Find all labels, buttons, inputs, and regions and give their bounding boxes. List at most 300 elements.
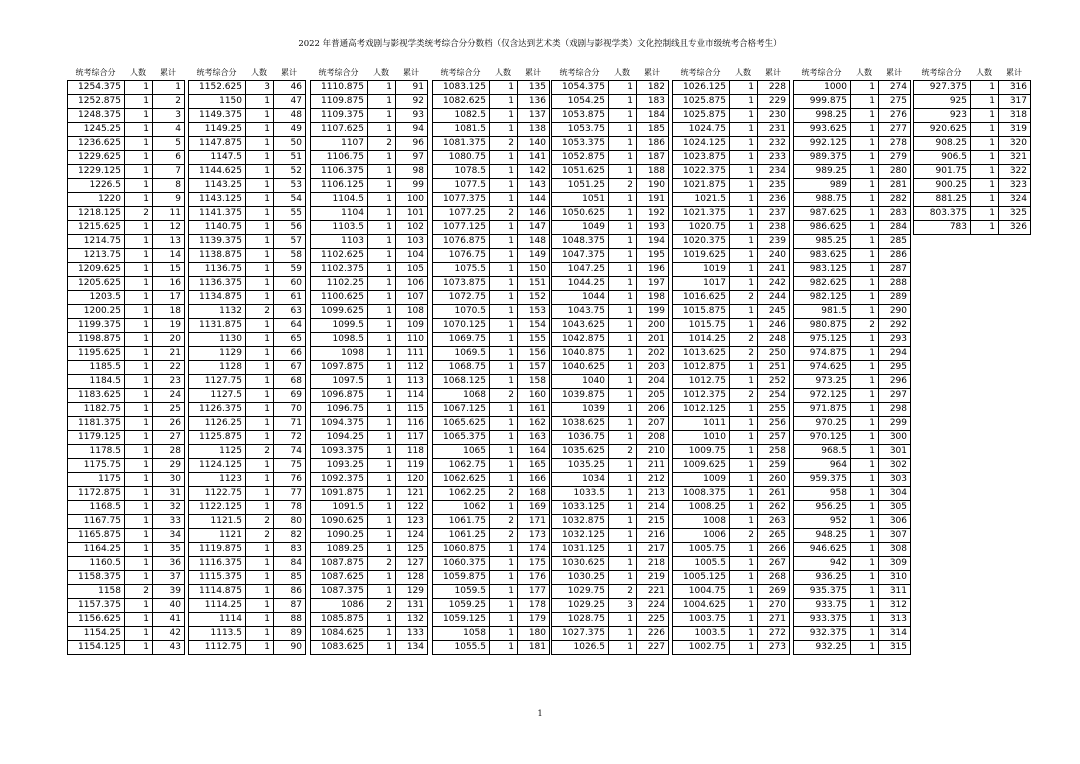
cumulative-cell: 127 <box>396 557 428 571</box>
count-cell: 1 <box>368 109 396 123</box>
cumulative-cell: 6 <box>153 151 185 165</box>
cumulative-cell: 232 <box>758 137 790 151</box>
score-cell: 901.75 <box>914 165 971 179</box>
cumulative-cell: 53 <box>274 179 306 193</box>
score-cell: 1086 <box>311 599 368 613</box>
table-row <box>673 95 790 109</box>
count-cell: 1 <box>730 431 758 445</box>
count-cell: 1 <box>125 375 153 389</box>
table-row <box>794 515 911 529</box>
cumulative-cell: 254 <box>758 389 790 403</box>
score-cell: 1040 <box>552 375 609 389</box>
cumulative-cell: 195 <box>637 249 669 263</box>
cumulative-cell: 15 <box>153 263 185 277</box>
score-cell: 1097.5 <box>311 375 368 389</box>
table-row <box>673 487 790 501</box>
table-row <box>552 445 669 459</box>
table-row <box>914 151 1031 165</box>
table-row <box>311 165 428 179</box>
score-cell: 1199.375 <box>68 319 125 333</box>
table-row <box>673 249 790 263</box>
table-row <box>673 417 790 431</box>
table-row <box>673 151 790 165</box>
count-cell: 1 <box>851 417 879 431</box>
cumulative-cell: 312 <box>879 599 911 613</box>
cumulative-cell: 196 <box>637 263 669 277</box>
count-cell: 1 <box>971 207 999 221</box>
count-cell: 1 <box>971 221 999 235</box>
count-cell: 2 <box>851 319 879 333</box>
table-row <box>433 319 550 333</box>
score-cell: 1035.25 <box>552 459 609 473</box>
table-row <box>673 305 790 319</box>
cumulative-cell: 233 <box>758 151 790 165</box>
score-cell: 1107.625 <box>311 123 368 137</box>
count-cell: 1 <box>730 543 758 557</box>
table-row <box>433 459 550 473</box>
count-cell: 1 <box>851 151 879 165</box>
score-cell: 986.625 <box>794 221 851 235</box>
count-cell: 1 <box>368 361 396 375</box>
cumulative-cell: 284 <box>879 221 911 235</box>
count-cell: 1 <box>125 417 153 431</box>
table-row <box>189 641 306 655</box>
score-cell: 1015.875 <box>673 305 730 319</box>
count-cell: 2 <box>490 515 518 529</box>
table-row <box>552 137 669 151</box>
count-cell: 1 <box>246 137 274 151</box>
score-cell: 1070.5 <box>433 305 490 319</box>
score-cell: 1229.125 <box>68 165 125 179</box>
cumulative-cell: 168 <box>518 487 550 501</box>
count-cell: 2 <box>730 333 758 347</box>
score-cell: 1172.875 <box>68 487 125 501</box>
score-cell: 1087.875 <box>311 557 368 571</box>
cumulative-cell: 29 <box>153 459 185 473</box>
score-cell: 1181.375 <box>68 417 125 431</box>
table-row <box>68 417 185 431</box>
score-cell: 1044.25 <box>552 277 609 291</box>
cumulative-cell: 301 <box>879 445 911 459</box>
count-cell: 1 <box>246 375 274 389</box>
score-cell: 1131.875 <box>189 319 246 333</box>
score-cell: 1004.75 <box>673 585 730 599</box>
count-cell: 1 <box>246 109 274 123</box>
table-row <box>433 557 550 571</box>
cumulative-cell: 173 <box>518 529 550 543</box>
cumulative-cell: 65 <box>274 333 306 347</box>
count-cell: 1 <box>851 599 879 613</box>
table-row <box>794 585 911 599</box>
table-row <box>311 361 428 375</box>
table-row <box>433 123 550 137</box>
cumulative-cell: 303 <box>879 473 911 487</box>
cumulative-cell: 259 <box>758 459 790 473</box>
table-row <box>433 207 550 221</box>
score-cell: 987.625 <box>794 207 851 221</box>
cumulative-cell: 285 <box>879 235 911 249</box>
score-cell: 1031.125 <box>552 543 609 557</box>
table-row <box>189 627 306 641</box>
cumulative-cell: 239 <box>758 235 790 249</box>
table-row <box>311 515 428 529</box>
count-cell: 1 <box>125 403 153 417</box>
cumulative-cell: 22 <box>153 361 185 375</box>
cumulative-cell: 237 <box>758 207 790 221</box>
cumulative-cell: 175 <box>518 557 550 571</box>
cumulative-cell: 270 <box>758 599 790 613</box>
count-cell: 1 <box>609 151 637 165</box>
score-cell: 1065.375 <box>433 431 490 445</box>
cumulative-cell: 197 <box>637 277 669 291</box>
count-cell: 2 <box>246 515 274 529</box>
cumulative-cell: 269 <box>758 585 790 599</box>
count-cell: 1 <box>851 515 879 529</box>
table-row <box>552 165 669 179</box>
cumulative-cell: 177 <box>518 585 550 599</box>
table-row <box>311 613 428 627</box>
count-cell: 1 <box>971 165 999 179</box>
cumulative-cell: 163 <box>518 431 550 445</box>
score-cell: 1127.75 <box>189 375 246 389</box>
cumulative-cell: 260 <box>758 473 790 487</box>
table-row <box>673 207 790 221</box>
count-cell: 1 <box>851 263 879 277</box>
table-row <box>433 571 550 585</box>
cumulative-cell: 246 <box>758 319 790 333</box>
table-row <box>68 137 185 151</box>
table-row <box>433 487 550 501</box>
count-cell: 1 <box>490 431 518 445</box>
count-cell: 1 <box>368 389 396 403</box>
count-cell: 1 <box>125 137 153 151</box>
cumulative-cell: 219 <box>637 571 669 585</box>
score-cell: 906.5 <box>914 151 971 165</box>
score-cell: 1044 <box>552 291 609 305</box>
cumulative-cell: 131 <box>396 599 428 613</box>
score-cell: 1090.25 <box>311 529 368 543</box>
count-cell: 1 <box>609 305 637 319</box>
column-header-label: 累计 <box>525 68 541 77</box>
count-cell: 1 <box>125 543 153 557</box>
cumulative-cell: 119 <box>396 459 428 473</box>
cumulative-cell: 208 <box>637 431 669 445</box>
table-row <box>189 459 306 473</box>
table-row <box>433 361 550 375</box>
column-header-label: 统考综合分 <box>801 68 842 77</box>
count-cell: 1 <box>125 221 153 235</box>
column-header-label: 统考综合分 <box>196 68 237 77</box>
table-row <box>433 529 550 543</box>
score-cell: 974.625 <box>794 361 851 375</box>
table-row <box>68 179 185 193</box>
cumulative-cell: 123 <box>396 515 428 529</box>
count-cell: 1 <box>368 207 396 221</box>
table-row <box>552 95 669 109</box>
score-cell: 1125 <box>189 445 246 459</box>
score-cell: 968.5 <box>794 445 851 459</box>
table-row <box>433 333 550 347</box>
table-row <box>189 263 306 277</box>
count-cell: 1 <box>730 641 758 655</box>
count-cell: 1 <box>730 249 758 263</box>
score-cell: 1054.375 <box>552 81 609 95</box>
cumulative-cell: 322 <box>999 165 1031 179</box>
column-header <box>67 65 185 80</box>
table-row <box>552 501 669 515</box>
table-row <box>68 165 185 179</box>
count-cell: 1 <box>368 165 396 179</box>
score-cell: 1094.25 <box>311 431 368 445</box>
count-cell: 2 <box>609 585 637 599</box>
score-cell: 1150 <box>189 95 246 109</box>
count-cell: 1 <box>490 151 518 165</box>
count-cell: 1 <box>851 557 879 571</box>
table-row <box>433 641 550 655</box>
score-cell: 1122.75 <box>189 487 246 501</box>
score-cell: 1236.625 <box>68 137 125 151</box>
cumulative-cell: 27 <box>153 431 185 445</box>
count-cell: 1 <box>730 319 758 333</box>
cumulative-cell: 187 <box>637 151 669 165</box>
score-cell: 983.625 <box>794 249 851 263</box>
cumulative-cell: 221 <box>637 585 669 599</box>
score-cell: 1152.625 <box>189 81 246 95</box>
score-cell: 1198.875 <box>68 333 125 347</box>
cumulative-cell: 280 <box>879 165 911 179</box>
count-cell: 1 <box>490 417 518 431</box>
table-row <box>433 585 550 599</box>
count-cell: 1 <box>368 249 396 263</box>
count-cell: 1 <box>246 585 274 599</box>
cumulative-cell: 33 <box>153 515 185 529</box>
count-cell: 1 <box>125 249 153 263</box>
score-table <box>188 80 306 655</box>
cumulative-cell: 114 <box>396 389 428 403</box>
cumulative-cell: 156 <box>518 347 550 361</box>
cumulative-cell: 120 <box>396 473 428 487</box>
table-row <box>673 277 790 291</box>
table-row <box>673 515 790 529</box>
score-cell: 1034 <box>552 473 609 487</box>
cumulative-cell: 90 <box>274 641 306 655</box>
count-cell: 1 <box>490 473 518 487</box>
count-cell: 1 <box>971 193 999 207</box>
table-row <box>673 473 790 487</box>
table-row <box>673 263 790 277</box>
cumulative-cell: 201 <box>637 333 669 347</box>
cumulative-cell: 25 <box>153 403 185 417</box>
score-cell: 1147.875 <box>189 137 246 151</box>
cumulative-cell: 129 <box>396 585 428 599</box>
table-row <box>673 333 790 347</box>
table-row <box>794 641 911 655</box>
score-table <box>67 80 185 655</box>
count-cell: 1 <box>490 613 518 627</box>
count-cell: 1 <box>730 599 758 613</box>
table-row <box>794 235 911 249</box>
cumulative-cell: 184 <box>637 109 669 123</box>
table-row <box>189 221 306 235</box>
score-cell: 1106.75 <box>311 151 368 165</box>
cumulative-cell: 30 <box>153 473 185 487</box>
table-row <box>311 599 428 613</box>
count-cell: 1 <box>125 319 153 333</box>
score-cell: 1096.75 <box>311 403 368 417</box>
count-cell: 1 <box>851 333 879 347</box>
cumulative-cell: 160 <box>518 389 550 403</box>
score-cell: 1060.875 <box>433 543 490 557</box>
cumulative-cell: 207 <box>637 417 669 431</box>
cumulative-cell: 102 <box>396 221 428 235</box>
count-cell: 1 <box>851 543 879 557</box>
score-cell: 1149.375 <box>189 109 246 123</box>
score-cell: 1218.125 <box>68 207 125 221</box>
count-cell: 1 <box>609 319 637 333</box>
score-cell: 1098 <box>311 347 368 361</box>
score-cell: 1039 <box>552 403 609 417</box>
count-cell: 1 <box>609 207 637 221</box>
count-cell: 1 <box>125 431 153 445</box>
table-row <box>673 501 790 515</box>
score-cell: 980.875 <box>794 319 851 333</box>
cumulative-cell: 71 <box>274 417 306 431</box>
table-row <box>433 109 550 123</box>
score-cell: 908.25 <box>914 137 971 151</box>
count-cell: 2 <box>246 529 274 543</box>
cumulative-cell: 213 <box>637 487 669 501</box>
count-cell: 1 <box>490 571 518 585</box>
table-row <box>311 291 428 305</box>
score-cell: 1021.375 <box>673 207 730 221</box>
score-cell: 1009.75 <box>673 445 730 459</box>
score-cell: 948.25 <box>794 529 851 543</box>
column-header-label: 累计 <box>765 68 781 77</box>
score-cell: 1110.875 <box>311 81 368 95</box>
table-row <box>794 627 911 641</box>
table-row <box>914 95 1031 109</box>
cumulative-cell: 251 <box>758 361 790 375</box>
score-cell: 1015.75 <box>673 319 730 333</box>
count-cell: 2 <box>490 389 518 403</box>
count-cell: 1 <box>368 277 396 291</box>
table-row <box>189 81 306 95</box>
cumulative-cell: 83 <box>274 543 306 557</box>
table-row <box>68 123 185 137</box>
table-row <box>68 571 185 585</box>
cumulative-cell: 185 <box>637 123 669 137</box>
count-cell: 2 <box>730 389 758 403</box>
table-row <box>433 389 550 403</box>
count-cell: 2 <box>730 291 758 305</box>
count-cell: 1 <box>609 347 637 361</box>
table-row <box>552 473 669 487</box>
score-cell: 1005.5 <box>673 557 730 571</box>
cumulative-cell: 234 <box>758 165 790 179</box>
column-header-label: 人数 <box>373 68 389 77</box>
count-cell: 2 <box>246 445 274 459</box>
table-row <box>68 263 185 277</box>
count-cell: 1 <box>125 193 153 207</box>
count-cell: 1 <box>246 571 274 585</box>
table-row <box>552 123 669 137</box>
cumulative-cell: 23 <box>153 375 185 389</box>
table-row <box>433 501 550 515</box>
cumulative-cell: 191 <box>637 193 669 207</box>
count-cell: 1 <box>730 207 758 221</box>
table-row <box>673 543 790 557</box>
cumulative-cell: 57 <box>274 235 306 249</box>
table-row <box>68 543 185 557</box>
score-cell: 1076.75 <box>433 249 490 263</box>
table-row <box>673 109 790 123</box>
count-cell: 1 <box>490 333 518 347</box>
table-row <box>673 221 790 235</box>
count-cell: 1 <box>368 305 396 319</box>
score-cell: 1065 <box>433 445 490 459</box>
table-row <box>311 445 428 459</box>
count-cell: 1 <box>368 543 396 557</box>
cumulative-cell: 261 <box>758 487 790 501</box>
table-row <box>189 333 306 347</box>
count-cell: 1 <box>730 571 758 585</box>
score-cell: 1125.875 <box>189 431 246 445</box>
score-table <box>310 80 428 655</box>
score-cell: 1062 <box>433 501 490 515</box>
count-cell: 1 <box>490 501 518 515</box>
cumulative-cell: 320 <box>999 137 1031 151</box>
table-row <box>311 557 428 571</box>
score-cell: 1158 <box>68 585 125 599</box>
table-row <box>552 641 669 655</box>
score-cell: 1183.625 <box>68 389 125 403</box>
cumulative-cell: 143 <box>518 179 550 193</box>
score-cell: 1029.25 <box>552 599 609 613</box>
table-row <box>552 291 669 305</box>
count-cell: 1 <box>971 137 999 151</box>
score-cell: 1055.5 <box>433 641 490 655</box>
cumulative-cell: 225 <box>637 613 669 627</box>
count-cell: 1 <box>851 109 879 123</box>
cumulative-cell: 228 <box>758 81 790 95</box>
score-cell: 1157.375 <box>68 599 125 613</box>
score-cell: 1094.375 <box>311 417 368 431</box>
score-cell: 1200.25 <box>68 305 125 319</box>
table-row <box>311 375 428 389</box>
table-row <box>189 417 306 431</box>
table-row <box>189 571 306 585</box>
count-cell: 1 <box>851 375 879 389</box>
table-row <box>68 445 185 459</box>
cumulative-cell: 128 <box>396 571 428 585</box>
score-cell: 1097.875 <box>311 361 368 375</box>
score-cell: 1209.625 <box>68 263 125 277</box>
count-cell: 1 <box>125 333 153 347</box>
count-cell: 1 <box>125 459 153 473</box>
score-cell: 1003.5 <box>673 627 730 641</box>
score-cell: 970.25 <box>794 417 851 431</box>
count-cell: 1 <box>125 165 153 179</box>
column-header <box>432 65 550 80</box>
score-cell: 1008 <box>673 515 730 529</box>
table-row <box>68 473 185 487</box>
cumulative-cell: 16 <box>153 277 185 291</box>
table-row <box>433 263 550 277</box>
count-cell: 1 <box>851 221 879 235</box>
cumulative-cell: 116 <box>396 417 428 431</box>
score-cell: 1012.125 <box>673 403 730 417</box>
score-cell: 1102.625 <box>311 249 368 263</box>
